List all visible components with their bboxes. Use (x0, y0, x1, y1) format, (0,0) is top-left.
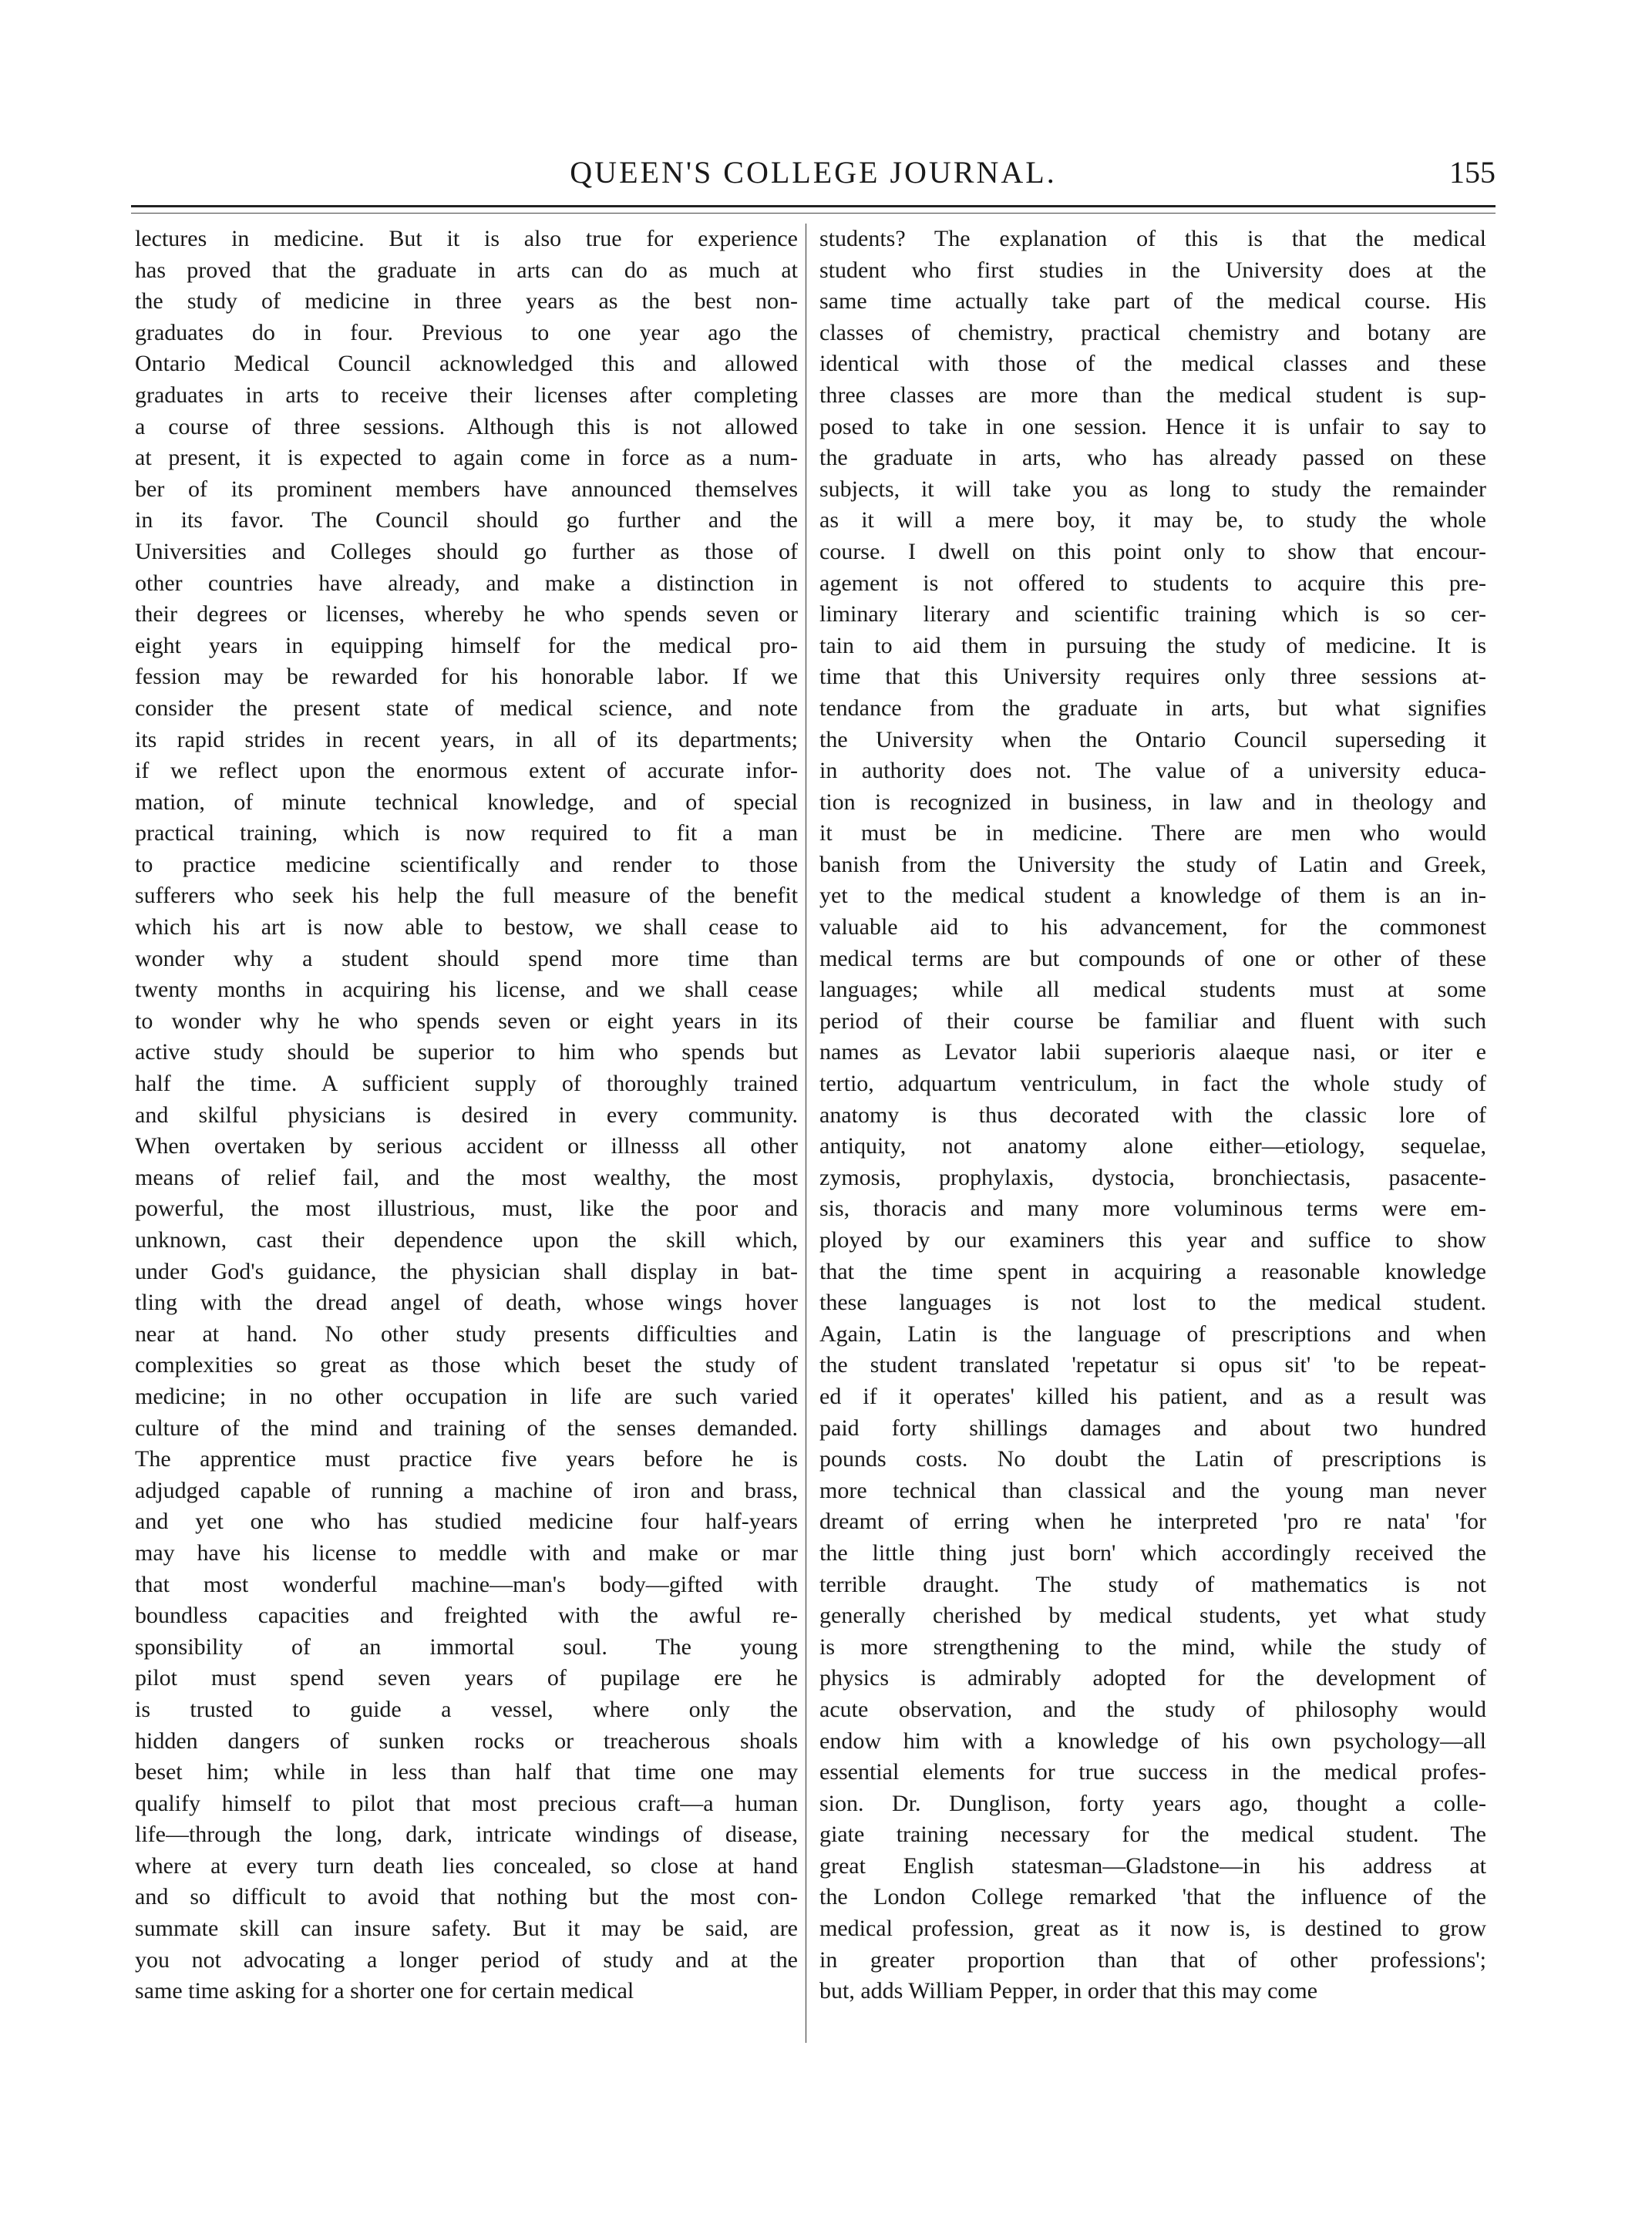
text-line: zymosis, prophylaxis, dystocia, bronchiectasis, pasacente- (819, 1164, 1486, 1190)
text-line: Ontario Medical Council acknowledged this and allowed (135, 351, 798, 377)
text-line: ed if it operates' killed his patient, and as a result was (819, 1383, 1486, 1409)
text-line: the University when the Ontario Council superseding it (819, 726, 1486, 752)
text-line: pounds costs. No doubt the Latin of prescriptions is (819, 1446, 1486, 1472)
text-line: physics is admirably adopted for the development of (819, 1665, 1486, 1691)
text-line: sis, thoracis and many more voluminous terms were em- (819, 1196, 1486, 1222)
text-line: sufferers who seek his help the full measure of the benefit (135, 883, 798, 909)
text-line: eight years in equipping himself for the medical pro- (135, 632, 798, 658)
text-line: unknown, cast their dependence upon the skill which, (135, 1227, 798, 1253)
text-line: graduates do in four. Previous to one year ago the (135, 319, 798, 345)
text-line: tain to aid them in pursuing the study of medicine. It is (819, 632, 1486, 658)
text-line: mation, of minute technical knowledge, and of special (135, 789, 798, 815)
text-line: medicine; in no other occupation in life are such varied (135, 1383, 798, 1409)
text-line: culture of the mind and training of the senses demanded. (135, 1415, 798, 1441)
text-line: graduates in arts to receive their licenses after completing (135, 382, 798, 408)
text-line: identical with those of the medical classes and these (819, 351, 1486, 377)
text-line: has proved that the graduate in arts can do as much at (135, 257, 798, 283)
text-line: tertio, adquartum ventriculum, in fact the whole study of (819, 1071, 1486, 1097)
text-line: languages; while all medical students must at some (819, 977, 1486, 1003)
text-line: essential elements for true success in the medical profes- (819, 1759, 1486, 1785)
text-line: the graduate in arts, who has already passed on these (819, 445, 1486, 471)
text-line: The apprentice must practice five years before he is (135, 1446, 798, 1472)
text-line: ber of its prominent members have announced themselves (135, 476, 798, 502)
text-line: banish from the University the study of Latin and Greek, (819, 851, 1486, 877)
text-line: agement is not offered to students to acquire this pre- (819, 570, 1486, 596)
right-column (819, 224, 1486, 2007)
text-line: at present, it is expected to again come in force as a num- (135, 445, 798, 471)
text-line: sponsibility of an immortal soul. The young (135, 1633, 798, 1660)
text-line: that most wonderful machine—man's body—gifted with (135, 1571, 798, 1597)
text-line: giate training necessary for the medical student. The (819, 1822, 1486, 1848)
text-line: twenty months in acquiring his license, and we shall cease (135, 977, 798, 1003)
text-line: paid forty shillings damages and about two hundred (819, 1415, 1486, 1441)
text-line: tling with the dread angel of death, whose wings hover (135, 1290, 798, 1316)
text-line: in its favor. The Council should go further and the (135, 507, 798, 533)
text-line: endow him with a knowledge of his own psychology—all (819, 1728, 1486, 1754)
text-line: half the time. A sufficient supply of thoroughly trained (135, 1071, 798, 1097)
text-line: complexities so great as those which beset the study of (135, 1352, 798, 1378)
text-line: more technical than classical and the young man never (819, 1477, 1486, 1503)
text-line: the student translated 'repetatur si opus sit' 'to be repeat- (819, 1352, 1486, 1378)
text-line: may have his license to meddle with and make or mar (135, 1539, 798, 1566)
page-header (131, 154, 1496, 200)
text-line: generally cherished by medical students, yet what study (819, 1603, 1486, 1629)
text-line: other countries have already, and make a distinction in (135, 570, 798, 596)
text-line: student who first studies in the University does at the (819, 257, 1486, 283)
text-line: yet to the medical student a knowledge of them is an in- (819, 883, 1486, 909)
text-line: in authority does not. The value of a university educa- (819, 758, 1486, 784)
text-line: dreamt of erring when he interpreted 'pro re nata' 'for (819, 1509, 1486, 1535)
text-line: pilot must spend seven years of pupilage ere he (135, 1665, 798, 1691)
text-line: great English statesman—Gladstone—in his address at (819, 1852, 1486, 1879)
header-rule-thick (131, 205, 1496, 207)
text-line: is trusted to guide a vessel, where only the (135, 1696, 798, 1722)
text-line: under God's guidance, the physician shall display in bat- (135, 1258, 798, 1284)
text-line: near at hand. No other study presents difficulties and (135, 1321, 798, 1347)
text-line: means of relief fail, and the most wealthy, the most (135, 1164, 798, 1190)
text-line: and skilful physicians is desired in every community. (135, 1102, 798, 1128)
text-line: fession may be rewarded for his honorable labor. If we (135, 664, 798, 690)
text-line: same time actually take part of the medical course. His (819, 288, 1486, 315)
text-line: life—through the long, dark, intricate windings of disease, (135, 1822, 798, 1848)
text-line: active study should be superior to him who spends but (135, 1039, 798, 1065)
text-line: course. I dwell on this point only to show that encour- (819, 538, 1486, 564)
text-line: which his art is now able to bestow, we shall cease to (135, 914, 798, 940)
text-line: consider the present state of medical science, and note (135, 695, 798, 721)
text-line: terrible draught. The study of mathematics is not (819, 1571, 1486, 1597)
text-line: to practice medicine scientifically and render to those (135, 851, 798, 877)
text-line: powerful, the most illustrious, must, like the poor and (135, 1196, 798, 1222)
text-line: as it will a mere boy, it may be, to study the whole (819, 507, 1486, 533)
text-line: in greater proportion than that of other professions'; (819, 1946, 1486, 1973)
text-line: antiquity, not anatomy alone either—etiology, sequelae, (819, 1133, 1486, 1159)
text-line: Again, Latin is the language of prescriptions and when (819, 1321, 1486, 1347)
text-line: same time asking for a shorter one for certain medical (135, 1978, 634, 2004)
text-line: a course of three sessions. Although this is not allowed (135, 413, 798, 439)
text-line: lectures in medicine. But it is also true for experience (135, 226, 798, 251)
left-column (135, 224, 798, 2007)
text-line: practical training, which is now required to fit a man (135, 820, 798, 846)
text-line: ployed by our examiners this year and suffice to show (819, 1227, 1486, 1253)
text-line: time that this University requires only three sessions at- (819, 664, 1486, 690)
text-line: is more strengthening to the mind, while the study of (819, 1633, 1486, 1660)
text-line: subjects, it will take you as long to study the remainder (819, 476, 1486, 502)
text-line: that the time spent in acquiring a reasonable knowledge (819, 1258, 1486, 1284)
text-line: Universities and Colleges should go further as those of (135, 538, 798, 564)
text-line: posed to take in one session. Hence it is unfair to say to (819, 413, 1486, 439)
text-line: tendance from the graduate in arts, but what signifies (819, 695, 1486, 721)
text-line: the London College remarked 'that the influence of the (819, 1884, 1486, 1910)
text-line: anatomy is thus decorated with the classic lore of (819, 1102, 1486, 1128)
text-line: qualify himself to pilot that most precious craft—a human (135, 1790, 798, 1816)
text-line: it must be in medicine. There are men who would (819, 820, 1486, 846)
text-line: adjudged capable of running a machine of iron and brass, (135, 1477, 798, 1503)
text-line: liminary literary and scientific training which is so cer- (819, 601, 1486, 627)
journal-title: QUEEN'S COLLEGE JOURNAL. (570, 155, 1057, 190)
text-line: if we reflect upon the enormous extent of accurate infor- (135, 758, 798, 784)
text-line: classes of chemistry, practical chemistry and botany are (819, 319, 1486, 345)
text-line: tion is recognized in business, in law and in theology and (819, 789, 1486, 815)
text-line: students? The explanation of this is that the medical (819, 226, 1486, 251)
text-line: the study of medicine in three years as the best non- (135, 288, 798, 315)
text-line: names as Levator labii superioris alaeque nasi, or iter e (819, 1039, 1486, 1065)
text-line: and so difficult to avoid that nothing but the most con- (135, 1884, 798, 1910)
text-line: you not advocating a longer period of study and at the (135, 1946, 798, 1973)
text-line: boundless capacities and freighted with the awful re- (135, 1603, 798, 1629)
text-line: hidden dangers of sunken rocks or treacherous shoals (135, 1728, 798, 1754)
text-line: sion. Dr. Dunglison, forty years ago, thought a colle- (819, 1790, 1486, 1816)
text-line: three classes are more than the medical student is sup- (819, 382, 1486, 408)
text-line: When overtaken by serious accident or illnesss all other (135, 1133, 798, 1159)
text-line: valuable aid to his advancement, for the commonest (819, 914, 1486, 940)
text-line: where at every turn death lies concealed, so close at hand (135, 1852, 798, 1879)
header-rule-thin (131, 213, 1496, 214)
text-line: but, adds William Pepper, in order that this may come (819, 1978, 1318, 2004)
page-number: 155 (1449, 155, 1496, 190)
text-line: summate skill can insure safety. But it may be said, are (135, 1916, 798, 1942)
text-line: beset him; while in less than half that time one may (135, 1759, 798, 1785)
text-line: medical profession, great as it now is, is destined to grow (819, 1916, 1486, 1942)
text-line: these languages is not lost to the medical student. (819, 1290, 1486, 1316)
text-line: its rapid strides in recent years, in all of its departments; (135, 726, 798, 752)
text-line: medical terms are but compounds of one or other of these (819, 945, 1486, 971)
text-line: period of their course be familiar and fluent with such (819, 1008, 1486, 1034)
text-line: acute observation, and the study of philosophy would (819, 1696, 1486, 1722)
text-line: their degrees or licenses, whereby he who spends seven or (135, 601, 798, 627)
text-line: wonder why a student should spend more time than (135, 945, 798, 971)
text-line: and yet one who has studied medicine four half-years (135, 1509, 798, 1535)
text-line: to wonder why he who spends seven or eight years in its (135, 1008, 798, 1034)
text-line: the little thing just born' which accordingly received the (819, 1539, 1486, 1566)
